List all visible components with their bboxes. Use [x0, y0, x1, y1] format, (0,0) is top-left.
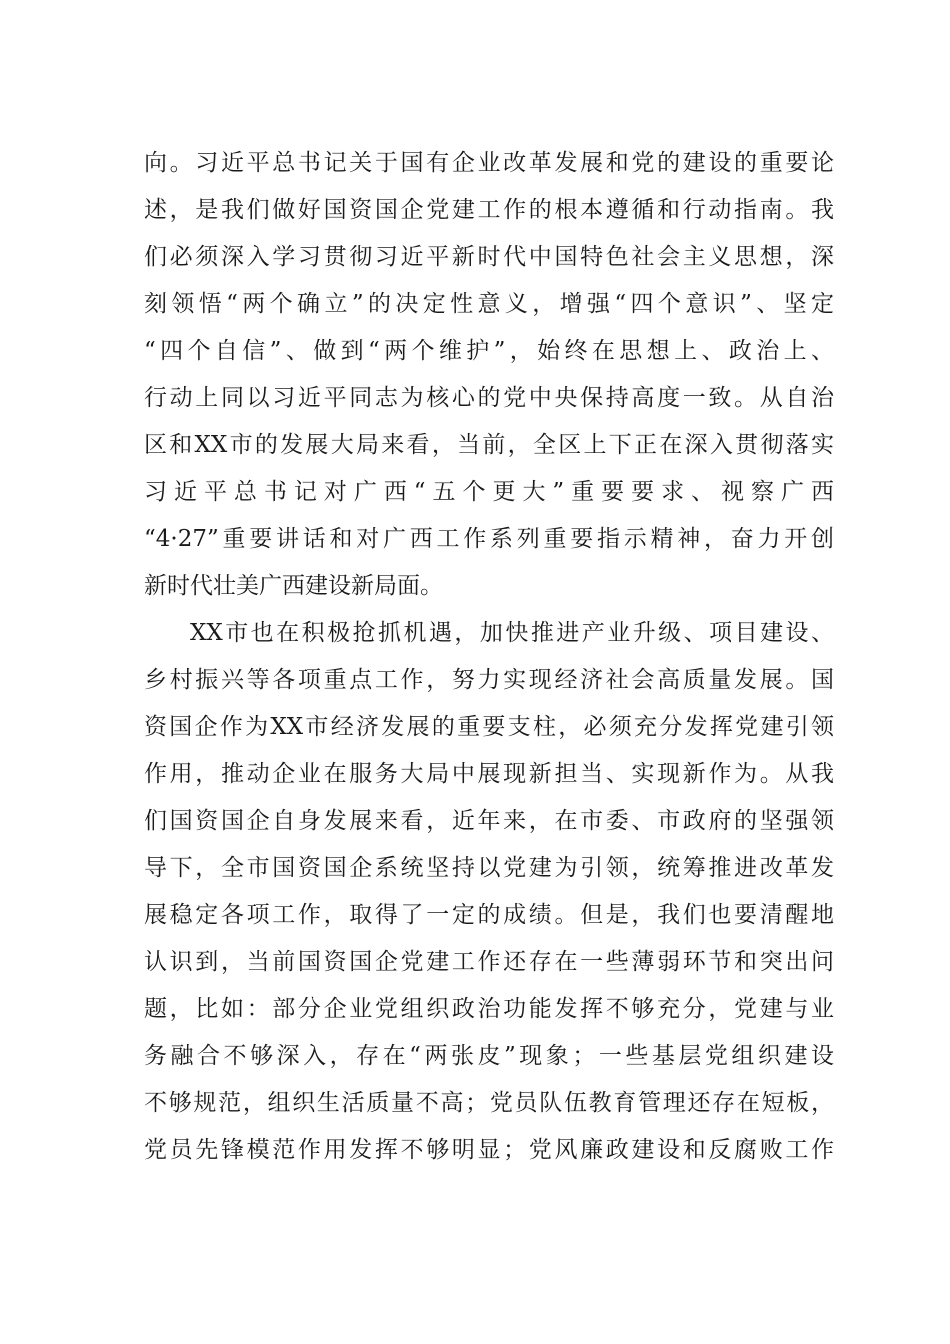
- text-line: 们必须深入学习贯彻习近平新时代中国特色社会主义思想，深: [144, 244, 834, 270]
- text-line: 不够规范，组织生活质量不高；党员队伍教育管理还存在短板，: [144, 1090, 834, 1116]
- text-line: 刻领悟“两个确立”的决定性意义，增强“四个意识”、坚定: [144, 291, 834, 317]
- text-line: 述，是我们做好国资国企党建工作的根本遵循和行动指南。我: [144, 197, 834, 223]
- text-line: 资国企作为XX市经济发展的重要支柱，必须充分发挥党建引领: [144, 714, 834, 740]
- text-line: 务融合不够深入，存在“两张皮”现象；一些基层党组织建设: [144, 1043, 834, 1069]
- text-line: 党员先锋模范作用发挥不够明显；党风廉政建设和反腐败工作: [144, 1137, 834, 1163]
- text-line: “4·27”重要讲话和对广西工作系列重要指示精神，奋力开创: [144, 526, 834, 552]
- text-line: 新时代壮美广西建设新局面。: [144, 573, 443, 599]
- text-line: “四个自信”、做到“两个维护”，始终在思想上、政治上、: [144, 338, 834, 364]
- text-line: 行动上同以习近平同志为核心的党中央保持高度一致。从自治: [144, 385, 834, 411]
- paragraph-2: [144, 610, 834, 1174]
- text-line: 乡村振兴等各项重点工作，努力实现经济社会高质量发展。国: [144, 667, 834, 693]
- text-line: 认识到，当前国资国企党建工作还存在一些薄弱环节和突出问: [144, 949, 834, 975]
- text-line: 区和XX市的发展大局来看，当前，全区上下正在深入贯彻落实: [144, 432, 834, 458]
- text-line: 们国资国企自身发展来看，近年来，在市委、市政府的坚强领: [144, 808, 834, 834]
- text-line: XX市也在积极抢抓机遇，加快推进产业升级、项目建设、: [190, 620, 834, 646]
- text-line: 题，比如：部分企业党组织政治功能发挥不够充分，党建与业: [144, 996, 834, 1022]
- text-line: 作用，推动企业在服务大局中展现新担当、实现新作为。从我: [144, 761, 834, 787]
- text-line: 向。习近平总书记关于国有企业改革发展和党的建设的重要论: [144, 150, 834, 176]
- text-line: 导下，全市国资国企系统坚持以党建为引领，统筹推进改革发: [144, 855, 834, 881]
- body-text: [144, 140, 834, 1174]
- text-line: 展稳定各项工作，取得了一定的成绩。但是，我们也要清醒地: [144, 902, 834, 928]
- text-line: 习近平总书记对广西“五个更大”重要要求、视察广西: [144, 479, 834, 505]
- paragraph-1: [144, 140, 834, 610]
